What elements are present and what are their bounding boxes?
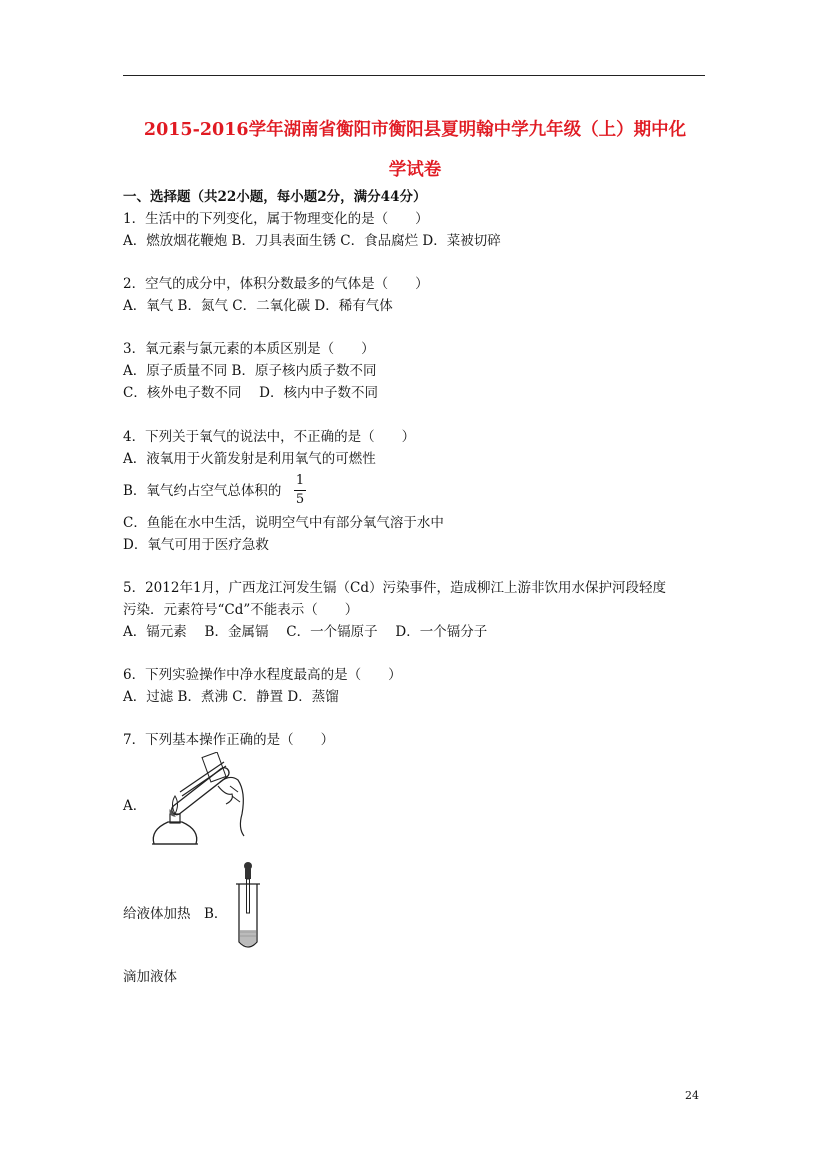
question-6-stem: 6．下列实验操作中净水程度最高的是（ ） [123,667,402,683]
question-4-option-c: C．鱼能在水中生活，说明空气中有部分氧气溶于水中 [123,515,444,531]
question-7-option-a-caption: 给液体加热 B． [123,906,228,922]
section-heading: 一、选择题（共22小题，每小题2分，满分44分） [123,189,427,205]
fraction-numerator: 1 [295,473,305,488]
question-4-stem: 4．下列关于氧气的说法中，不正确的是（ ） [123,429,416,445]
question-7-option-a-label: A． [123,798,147,814]
fraction-one-fifth [294,474,306,507]
question-5-options: A．镉元素 B．金属镉 C．一个镉原子 D．一个镉分子 [123,624,488,640]
question-2-options: A．氧气 B．氮气 C．二氧化碳 D．稀有气体 [123,298,393,314]
document-title-line1: 2015-2016学年湖南省衡阳市衡阳县夏明翰中学九年级（上）期中化 [143,120,687,140]
page-number: 24 [685,1089,699,1102]
question-2-stem: 2．空气的成分中，体积分数最多的气体是（ ） [123,276,429,292]
question-4-option-a: A．液氧用于火箭发射是利用氧气的可燃性 [123,451,376,467]
question-3-stem: 3．氧元素与氯元素的本质区别是（ ） [123,341,375,357]
question-1-stem: 1．生活中的下列变化，属于物理变化的是（ ） [123,211,429,227]
question-5-stem-cont: 污染．元素符号“Cd”不能表示（ ） [123,602,359,618]
question-4-option-d: D．氧气可用于医疗急救 [123,537,269,553]
question-7-option-b-caption: 滴加液体 [123,969,177,985]
question-3-option-cd: C．核外电子数不同 D．核内中子数不同 [123,385,378,401]
heating-liquid-figure-icon [146,752,250,850]
question-3-option-ab: A．原子质量不同 B．原子核内质子数不同 [123,363,377,379]
question-5-stem: 5．2012年1月，广西龙江河发生镉（Cd）污染事件，造成柳江上游非饮用水保护河段轻度 [123,580,667,596]
dropper-figure-icon [233,860,263,950]
question-1-options: A．燃放烟花鞭炮 B．刀具表面生锈 C．食品腐烂 D．菜被切碎 [123,233,501,249]
header-rule [123,75,705,76]
fraction-bar [294,490,306,491]
question-4-option-b: B．氧气约占空气总体积的 [123,483,282,499]
question-7-stem: 7．下列基本操作正确的是（ ） [123,732,335,748]
fraction-denominator: 5 [295,492,305,507]
question-6-options: A．过滤 B．煮沸 C．静置 D．蒸馏 [123,689,339,705]
document-title-line2: 学试卷 [388,160,442,180]
